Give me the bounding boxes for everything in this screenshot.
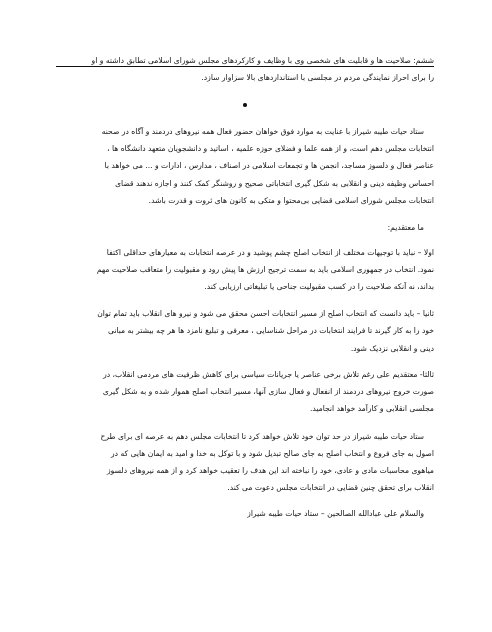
text-line: صورت خروج نیروهای دردمند از انفعال و فعال سازی آنها، مسیر انتخاب اصلح هموار شده و به شکل گیری xyxy=(102,387,434,396)
text-line: ستاد حیات طیبه شیراز در حد توان خود تلاش خواهد کرد تا انتخابات مجلس دهم به عرصه ای برای طرح xyxy=(100,432,424,441)
text-line: اولا – نباید با توجیهات مختلف از انتخاب اصلح چشم پوشید و در عرصه انتخابات به معیارهای حداقلی اکتفا xyxy=(106,248,434,257)
text-line: را برای احراز نمایندگی مردم در مجلسی با استانداردهای بالا سزاوار سازد. xyxy=(201,73,434,82)
text-line: احساس وظیفه دینی و انقلابی به شکل گیری انتخاباتی صحیح و روشنگر کمک کنند و اجازه ندهند قضای xyxy=(115,179,434,188)
underline xyxy=(56,66,434,67)
text-line: خود را به کار گیرند تا فرایند انتخابات در مراحل شناسایی ، معرفی و تبلیغ نامزد ها هر چه بیشتر به مبانی xyxy=(107,326,434,335)
text-line: ششم: صلاحیت ها و قابلیت های شخصی وی با وظایف و کارکردهای مجلس شورای اسلامی تطابق داشته و او xyxy=(91,56,434,65)
text-line: ستاد حیات طیبه شیراز با عنایت به موارد فوق خواهان حضور فعال همه نیروهای دردمند و آگاه در صحنه xyxy=(101,127,424,136)
text-line: دینی و انقلابی نزدیک شود. xyxy=(350,344,434,353)
text-line: انتخابات مجلس دهم است، و از همه علما و فضلای حوزه علمیه ، اساتید و دانشجویان متعهد دانشگاه ها ، xyxy=(107,144,434,153)
text-line: ما معتقدیم: xyxy=(387,223,424,232)
text-line: اصول به جای فروع و انتخاب اصلح به جای صالح تبدیل شود و با توکل به خدا و امید به ایمان هایی که در xyxy=(110,449,434,458)
text-line: میاهوی محاسبات مادی و عادی، خود را نباخته اند این هدف را تعقیب خواهد کرد و از همه نیروهای دلسوز xyxy=(107,466,434,475)
text-line: بداند، نه آنکه صلاحیت را در کسب مقبولیت جناحی یا تبلیغاتی ارزیابی کند. xyxy=(204,282,434,291)
text-line: ثانیا – باید دانست که انتخاب اصلح از مسیر انتخابات احسن محقق می شود و نیرو های انقلاب باید تمام توان xyxy=(97,309,434,318)
text-line: ثالثا- معتقدیم علی رغم تلاش برخی عناصر یا جریانات سیاسی برای کاهش ظرفیت های مردمی انقلاب، در xyxy=(103,370,434,379)
signature-line: والسلام علی عبادالله الصالحین – ستاد حیات طیبه شیراز xyxy=(247,509,424,518)
text-line: عناصر فعال و دلسوز مساجد، انجمن ها و تجمعات اسلامی در اصناف ، مدارس ، ادارات و ... می خواهد با xyxy=(104,161,434,170)
bullet-dot xyxy=(243,103,247,107)
text-line: نمود. انتخاب در جمهوری اسلامی باید به سمت ترجیح ارزش ها پیش رود و مقبولیت را متعاقب صلاحیت مهم xyxy=(96,265,434,274)
text-line: انتخابات مجلس شورای اسلامی قضایی بی‌محتوا و متکی به کانون های ثروت و قدرت باشد. xyxy=(148,196,434,205)
text-line: انقلاب برای تحقق چنین قضایی در انتخابات مجلس دعوت می کند. xyxy=(227,483,434,492)
text-line: مجلسی انقلابی و کارآمد خواهد انجامید. xyxy=(309,404,434,413)
